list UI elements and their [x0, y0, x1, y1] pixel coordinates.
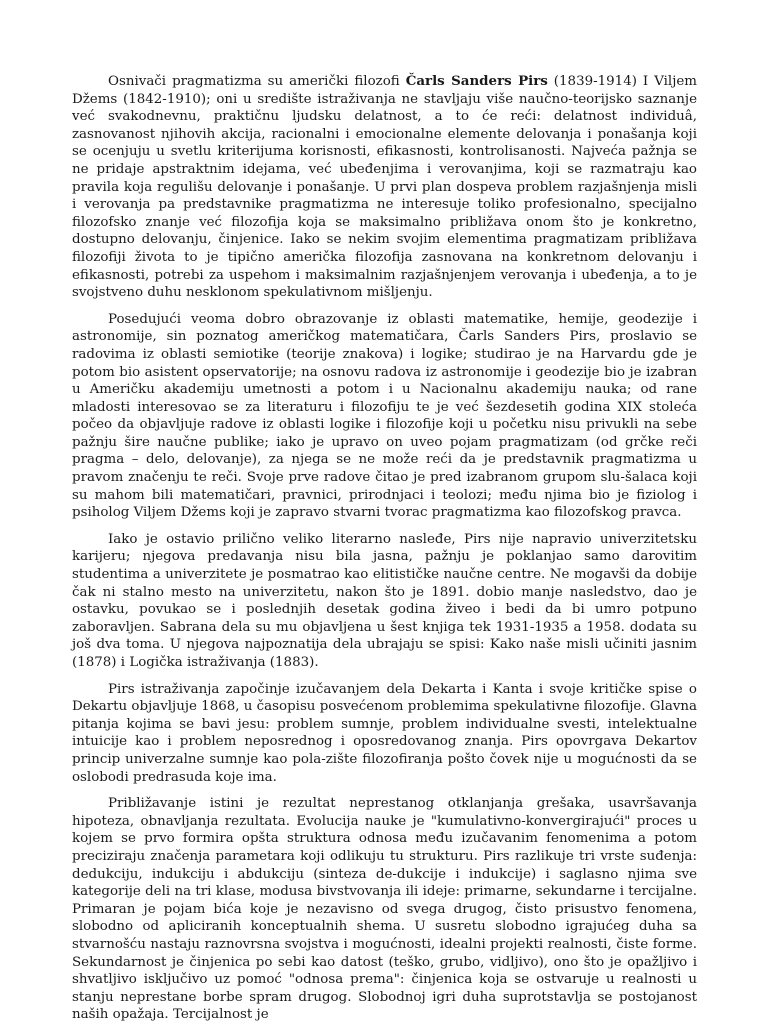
- paragraph-founders: [72, 73, 697, 302]
- paragraph-truth: Približavanje istini je rezultat neprestanog otklanjanja grešaka, usavršavanja hipoteza, obnavljanja rezultata. Evolucija nauke je "kumulativno-konvergirajući" proces u kojem se prvo formira opšta struktura odnosa među izučavanim fenomenima a potom preciziraju značenja parametara koji odlikuju tu strukturu. Pirs razlikuje tri vrste suđenja: dedukciju, indukciju i abdukciju (sinteza de-dukcije i indukcije) i saglasno njima sve kategorije deli na tri klase, modusa bivstvovanja ili ideje: primarne, sekundarne i tercijalne. Primaran je pojam bića koje je nezavisno od svega drugog, čisto prisustvo fenomena, slobodno od apliciranih konceptualnih shema. U susretu slobodno igrajućeg duha sa stvarnošću nastaju raznovrsna svojstva i mogućnosti, idealni projekti realnosti, čiste forme. Sekundarnost je činjenica po sebi kao datost (teško, grubo, vidljivo), ono što je opažljivo i shvatljivo isključivo uz pomoć "odnosa prema": činjenica koja se ostvaruje u realnosti u stanju neprestane borbe spram drugog. Slobodnoj igri duha suprotstavlja se postojanost naših opažaja. Tercijalnost je: [72, 796, 697, 1023]
- document-page: [72, 73, 697, 1024]
- paragraph-text: (1839-1914) I Viljem Džems (1842-1910); oni u središte istraživanja ne stavljaju više naučno-teorijsko saznanje već svakodnevnu, praktičnu ljudsku delatnost, a to će reći: delatnost individuâ, zasnovanost njihovih akcija, racionalni i emocionalne elemente delovanja i ponašanja koji se ocenjuju u svetlu kriterijuma korisnosti, efikasnosti, kontrolisanosti. Najveća pažnja se ne pridaje apstraktnim idejama, već ubeđenjima i verovanjima, koji se razmatraju kao pravila koja regulišu delovanje i ponašanje. U prvi plan dospeva problem razjašnjenja misli i verovanja pa predstavnike pragmatizma ne interesuje toliko profesionalno, specijalno filozofsko znanje već filozofija koja se maksimalno približava onom što je konkretno, dostupno delovanju, činjenice. Iako se nekim svojim elementima pragmatizam približava filozofiji života to je tipično američka filozofija zasnovana na konkretnom delovanju i efikasnosti, potrebi za uspehom i maksimalnim razjašnjenjem verovanja i ubeđenja, a to je svojstveno duhu nesklonom spekulativnom mišljenju.: [72, 74, 697, 301]
- bold-name: Čarls Sanders Pirs: [405, 73, 548, 89]
- paragraph-text: Osnivači pragmatizma su američki filozofi: [108, 74, 406, 89]
- paragraph-career: Iako je ostavio prilično veliko literarno nasleđe, Pirs nije napravio univerzitetsku karijeru; njegova predavanja nisu bila jasna, pažnju je poklanjao samo darovitim studentima a univerzitete je posmatrao kao elitističke naučne centre. Ne mogavši da dobije čak ni stalno mesto na univerzitetu, nakon što je 1891. dobio manje nasledstvo, dao je ostavku, povukao se i poslednjih desetak godina živeo i bedi da bi umro potpuno zaboravljen. Sabrana dela su mu objavljena u šest knjiga tek 1931-1935 a 1958. dodata su još dva toma. U njegova najpoznatija dela ubrajaju se spisi: Kako naše misli učiniti jasnim (1878) i Logička istraživanja (1883).: [72, 531, 697, 670]
- paragraph-education: Posedujući veoma dobro obrazovanje iz oblasti matematike, hemije, geodezije i astronomije, sin poznatog američkog matematičara, Čarls Sanders Pirs, proslavio se radovima iz oblasti semiotike (teorije znakova) i logike; studirao je na Harvardu gde je potom bio asistent opservatorije; na osnovu radova iz astronomije i geodezije bio je izabran u Američku akademiju umetnosti a potom i u Nacionalnu akademiju nauka; od rane mladosti interesovao se za literaturu i filozofiju te je već šezdesetih godina XIX stoleća počeo da objavljuje radove iz oblasti logike i filozofije koji u početku nisu privukli na sebe pažnju šire naučne publike; iako je upravo on uveo pojam pragmatizam (od grčke reči pragma – delo, delovanje), za njega se ne može reći da je predstavnik pragmatizma u pravom značenju te reči. Svoje prve radove čitao je pred izabranom grupom slu-šalaca koji su mahom bili matematičari, pravnici, prirodnjaci i teolozi; među njima bio je fiziolog i psiholog Viljem Džems koji je zapravo stvarni tvorac pragmatizma kao filozofskog pravca.: [72, 311, 697, 521]
- paragraph-descartes: Pirs istraživanja započinje izučavanjem dela Dekarta i Kanta i svoje kritičke spise o Dekartu objavljuje 1868, u časopisu posvećenom problemima spekulativne filozofije. Glavna pitanja kojima se bavi jesu: problem sumnje, problem individualne svesti, intelektualne intuicije kao i problem neposrednog i oposredovanog znanja. Pirs opovrgava Dekartov princip univerzalne sumnje kao pola-zište filozofiranja pošto čovek nije u mogućnosti da se oslobodi predrasuda koje ima.: [72, 681, 697, 785]
